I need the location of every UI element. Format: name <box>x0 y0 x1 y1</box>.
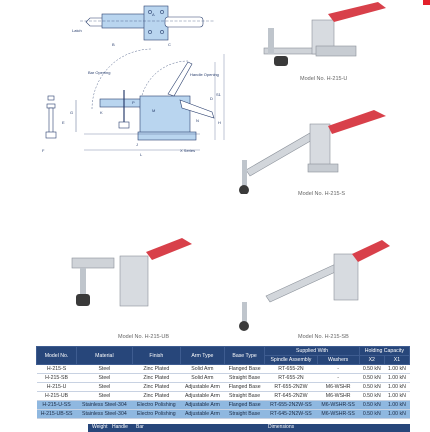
table-row <box>37 392 410 401</box>
cell-arm: Adjustable Arm <box>180 392 224 401</box>
cell-spindle: RT-645-2N2W <box>265 392 317 401</box>
cell-base: Straight Base <box>224 374 264 383</box>
table-row <box>37 410 410 419</box>
label-g: G <box>70 110 74 115</box>
col-spindle: Spindle Assembly <box>265 356 317 365</box>
caption-h215sb: Model No. H-215-SB <box>298 334 349 340</box>
cell-arm: Adjustable Arm <box>180 410 224 419</box>
cell-base: Straight Base <box>224 410 264 419</box>
cell-material: Steel <box>77 365 133 374</box>
cell-model: H-215-UB <box>37 392 77 401</box>
cell-washers: - <box>317 374 359 383</box>
caption-h215u: Model No. H-215-U <box>300 76 348 82</box>
caption-h215s: Model No. H-215-S <box>298 191 346 197</box>
label-b: B <box>112 42 115 47</box>
cell-washers: M6-WSHR-SS <box>317 410 359 419</box>
col-washers: Washers <box>317 356 359 365</box>
label-c: C <box>168 42 171 47</box>
label-bar-opening: Bar Opening <box>88 70 111 75</box>
cell-x1: 1.00 kN <box>384 365 409 374</box>
dim-handle: Handle <box>112 424 128 430</box>
cell-x1: 1.00 kN <box>384 410 409 419</box>
cell-spindle: RT-655-2N <box>265 374 317 383</box>
cell-arm: Solid Arm <box>180 365 224 374</box>
cell-spindle: RT-655-2N2W <box>265 383 317 392</box>
col-arm: Arm Type <box>180 347 224 365</box>
cell-material: Steel <box>77 383 133 392</box>
label-handle-opening: Handle Opening <box>190 72 219 77</box>
cell-model: H-215-U-SS <box>37 401 77 410</box>
cell-washers: - <box>317 365 359 374</box>
cell-model: H-215-UB-SS <box>37 410 77 419</box>
label-h: H <box>218 120 221 125</box>
cell-x2: 0.50 kN <box>359 410 384 419</box>
table-row <box>37 365 410 374</box>
label-e: E <box>62 120 65 125</box>
cell-arm: Adjustable Arm <box>180 401 224 410</box>
cell-x2: 0.50 kN <box>359 383 384 392</box>
table-row <box>37 401 410 410</box>
cell-base: Flanged Base <box>224 365 264 374</box>
col-x1: X1 <box>384 356 409 365</box>
cell-washers: M6-WSHR <box>317 392 359 401</box>
cell-arm: Adjustable Arm <box>180 383 224 392</box>
cell-x2: 0.50 kN <box>359 365 384 374</box>
specification-table <box>36 346 410 419</box>
cell-finish: Electro Polishing <box>132 401 180 410</box>
label-f: F <box>42 148 45 153</box>
cell-x1: 1.00 kN <box>384 383 409 392</box>
cell-material: Stainless Steel-304 <box>77 410 133 419</box>
cell-material: Steel <box>77 374 133 383</box>
cell-material: Steel <box>77 392 133 401</box>
label-m: M <box>152 108 156 113</box>
cell-base: Flanged Base <box>224 401 264 410</box>
product-photo-h215ub <box>58 232 208 324</box>
col-x2: X2 <box>359 356 384 365</box>
cell-x1: 1.00 kN <box>384 392 409 401</box>
col-base: Base Type <box>224 347 264 365</box>
cell-x2: 0.50 kN <box>359 401 384 410</box>
cell-x1: 1.00 kN <box>384 374 409 383</box>
col-finish: Finish <box>132 347 180 365</box>
label-a: A <box>152 12 155 17</box>
cell-finish: Zinc Plated <box>132 383 180 392</box>
cell-x1: 1.00 kN <box>384 401 409 410</box>
label-d: D <box>210 96 213 101</box>
label-n: N <box>196 118 199 123</box>
cell-spindle: RT-645-2N2W-SS <box>265 410 317 419</box>
cell-finish: Zinc Plated <box>132 365 180 374</box>
cell-finish: Electro Polishing <box>132 410 180 419</box>
label-l: L <box>140 152 143 157</box>
brand-accent-tab <box>423 0 430 5</box>
col-supplied: Supplied With <box>265 347 359 356</box>
cell-base: Flanged Base <box>224 383 264 392</box>
dim-bar: Bar <box>136 424 144 430</box>
cell-finish: Zinc Plated <box>132 374 180 383</box>
cell-x2: 0.50 kN <box>359 392 384 401</box>
technical-drawing <box>40 4 230 160</box>
cell-spindle: RT-655-2N <box>265 365 317 374</box>
col-holding: Holding Capacity <box>359 347 409 356</box>
dim-dimensions: Dimensions <box>268 424 295 430</box>
label-latch: Latch <box>72 28 82 33</box>
cell-washers: M6-WSHR <box>317 383 359 392</box>
cell-model: H-215-SB <box>37 374 77 383</box>
label-s1: S1 <box>216 92 221 97</box>
product-photo-h215sb <box>236 232 396 332</box>
label-p: P <box>132 100 135 105</box>
cell-model: H-215-S <box>37 365 77 374</box>
table-row <box>37 374 410 383</box>
label-j: J <box>136 142 138 147</box>
cell-material: Stainless Steel-304 <box>77 401 133 410</box>
table-row <box>37 383 410 392</box>
caption-h215ub: Model No. H-215-UB <box>118 334 170 340</box>
product-photo-h215u <box>250 0 390 80</box>
col-material: Material <box>77 347 133 365</box>
cell-spindle: RT-655-2N2W-SS <box>265 401 317 410</box>
product-photo-h215s <box>236 104 396 194</box>
cell-model: H-215-U <box>37 383 77 392</box>
cell-base: Straight Base <box>224 392 264 401</box>
cell-washers: M6-WSHR-SS <box>317 401 359 410</box>
dim-weight: Weight <box>92 424 108 430</box>
cell-x2: 0.50 kN <box>359 374 384 383</box>
label-x-series: X Series <box>180 148 196 153</box>
col-model: Model No. <box>37 347 77 365</box>
label-k: K <box>100 110 103 115</box>
cell-finish: Zinc Plated <box>132 392 180 401</box>
cell-arm: Solid Arm <box>180 374 224 383</box>
